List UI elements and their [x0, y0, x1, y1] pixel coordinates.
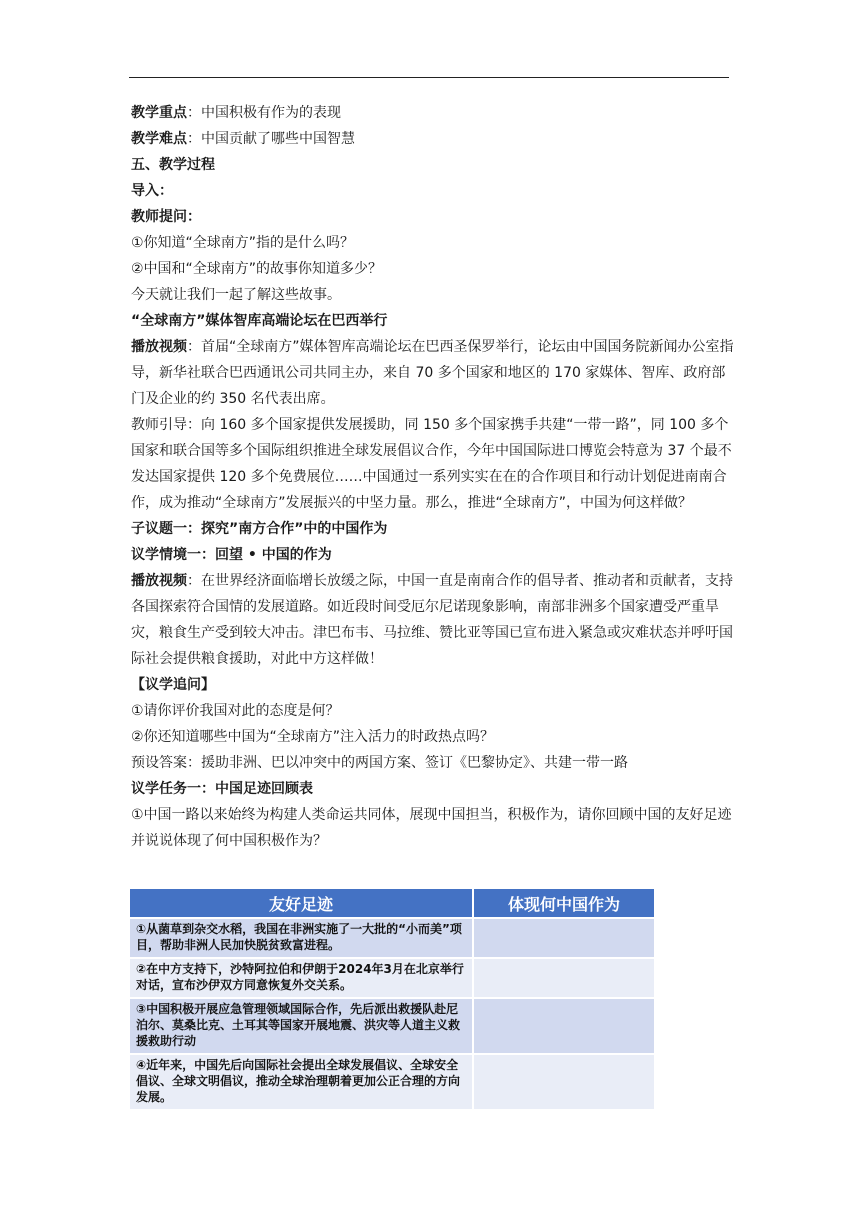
- action-cell[interactable]: [473, 918, 654, 958]
- question-2: ②中国和“全球南方”的故事你知道多少？: [131, 261, 383, 277]
- sub-topic-heading: 子议题一：探究”南方合作”中的中国作为: [131, 521, 388, 537]
- footprint-cell: ③中国积极开展应急管理领域国际合作，先后派出救援队赴尼泊尔、莫桑比克、土耳其等国家开展地震、洪灾等人道主义救援救助行动: [130, 998, 473, 1054]
- section-heading: 五、教学过程: [131, 157, 215, 173]
- preset-answer: 预设答案：援助非洲、巴以冲突中的两国方案、签订《巴黎协定》、共建一带一路: [131, 755, 628, 771]
- key-point-label: 教学重点: [131, 105, 187, 121]
- action-cell[interactable]: [473, 1054, 654, 1109]
- intro-closing: 今天就让我们一起了解这些故事。: [131, 287, 341, 303]
- action-cell[interactable]: [473, 998, 654, 1054]
- follow-up-heading: 【议学追问】: [131, 677, 215, 693]
- video-paragraph-2: 播放视频：在世界经济面临增长放缓之际，中国一直是南南合作的倡导者、推动者和贡献者，支持各国探索符合国情的发展道路。如近段时间受厄尔尼诺现象影响，南部非洲多个国家遭受严重旱灾，粮食生产受到较大冲击。津巴布韦、马拉维、赞比亚等国已宣布进入紧急或灾难状态并呼吁国际社会提供粮食援助，对此中方这样做！: [131, 573, 733, 667]
- scenario-heading: 议学情境一：回望 • 中国的作为: [131, 547, 332, 563]
- table-row: [130, 1054, 654, 1109]
- table-header-action: 体现何中国作为: [473, 889, 654, 918]
- teacher-question-heading: 教师提问：: [131, 209, 201, 225]
- footprint-cell: ②在中方支持下，沙特阿拉伯和伊朗于2024年3月在北京举行对话，宣布沙伊双方同意恢复外交关系。: [130, 958, 473, 998]
- task-heading: 议学任务一：中国足迹回顾表: [131, 781, 313, 797]
- table-header-row: [130, 889, 654, 918]
- teacher-guide-paragraph: 教师引导：向 160 多个国家提供发展援助，同 150 多个国家携手共建“一带一路”，同 100 多个国家和联合国等多个国际组织推进全球发展倡议合作，今年中国国际进口博览会特意为 37 个最不发达国家提供 120 多个免费展位……中国通过一系列实实在在的合作项目和行动计划促进南南合作，成为推动“全球南方”发展振兴的中坚力量。那么，推进“全球南方”，中国为何这样做？: [131, 417, 732, 511]
- table-header-footprint: 友好足迹: [130, 889, 473, 918]
- footprint-table: [130, 889, 654, 1109]
- document-body: [131, 100, 739, 854]
- video-label-1: 播放视频: [131, 339, 187, 355]
- question-1: ①你知道“全球南方”指的是什么吗？: [131, 235, 355, 251]
- key-point-text: 中国积极有作为的表现: [201, 105, 341, 121]
- video-paragraph-1: 播放视频：首届“全球南方”媒体智库高端论坛在巴西圣保罗举行，论坛由中国国务院新闻办公室指导，新华社联合巴西通讯公司共同主办，来自 70 多个国家和地区的 170 家媒体、智库、政府部门及企业的约 350 名代表出席。: [131, 339, 734, 407]
- table-row: [130, 958, 654, 998]
- forum-heading: “全球南方”媒体智库高端论坛在巴西举行: [131, 313, 388, 329]
- action-cell[interactable]: [473, 958, 654, 998]
- difficulty-text: 中国贡献了哪些中国智慧: [201, 131, 355, 147]
- key-point-line: 教学重点：中国积极有作为的表现: [131, 105, 341, 121]
- footprint-cell: ④近年来，中国先后向国际社会提出全球发展倡议、全球安全倡议、全球文明倡议，推动全球治理朝着更加公正合理的方向发展。: [130, 1054, 473, 1109]
- video-label-2: 播放视频: [131, 573, 187, 589]
- follow-up-question-1: ①请你评价我国对此的态度是何？: [131, 703, 340, 719]
- footprint-cell: ①从菌草到杂交水稻，我国在非洲实施了一大批的“小而美”项目，帮助非洲人民加快脱贫致富进程。: [130, 918, 473, 958]
- difficulty-label: 教学难点: [131, 131, 187, 147]
- difficulty-line: 教学难点：中国贡献了哪些中国智慧: [131, 131, 355, 147]
- table-row: [130, 918, 654, 958]
- task-prompt: ①中国一路以来始终为构建人类命运共同体，展现中国担当，积极作为，请你回顾中国的友好足迹并说说体现了何中国积极作为？: [131, 807, 732, 849]
- table-row: [130, 998, 654, 1054]
- follow-up-question-2: ②你还知道哪些中国为“全球南方”注入活力的时政热点吗？: [131, 729, 495, 745]
- intro-heading: 导入：: [131, 183, 173, 199]
- header-rule: [129, 77, 729, 78]
